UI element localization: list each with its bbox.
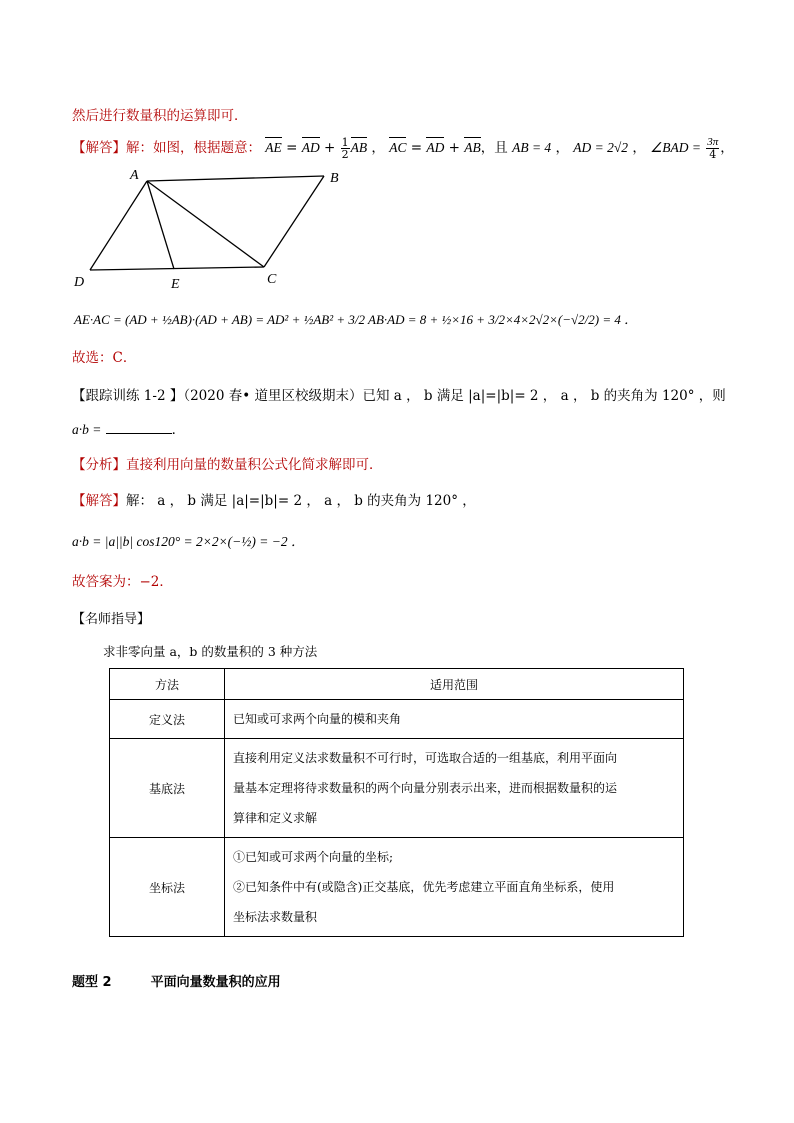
header-method: 方法 — [110, 669, 225, 700]
method-cell: 基底法 — [110, 739, 225, 838]
solution2-line — [72, 489, 476, 509]
scope-cell: 已知或可求两个向量的模和夹角 — [225, 700, 684, 739]
table-row — [110, 700, 684, 739]
methods-table — [109, 668, 684, 937]
solution2-answer: 故答案为：−2． — [72, 574, 173, 590]
solution2-calc: a·b = |a||b| cos120° = 2×2×(−½) = −2 ． — [72, 534, 305, 549]
tips-heading: 【名师指导】 — [72, 612, 151, 627]
diagonal-ac — [147, 181, 264, 267]
intro-line: 然后进行数量积的运算即可． — [72, 108, 248, 124]
label-e: E — [171, 277, 180, 292]
header-scope: 适用范围 — [225, 669, 684, 700]
practice-answer-line: a·b = ． — [72, 422, 186, 438]
practice-text: 已知 a ， b 满足 |a|=|b|= 2 ， a ， b 的夹角为 120° ，则 — [362, 388, 726, 404]
section-label: 题型 2 — [72, 975, 112, 990]
label-a: A — [130, 168, 139, 183]
solution2-tag: 【解答】 — [72, 493, 126, 509]
segment-ae — [147, 181, 174, 269]
table-row — [110, 838, 684, 937]
method-cell: 定义法 — [110, 700, 225, 739]
scope-cell: ①已知或可求两个向量的坐标; ②已知条件中有(或隐含)正交基底，优先考虑建立平面直角坐标系，使用 坐标法求数量积 — [225, 838, 684, 937]
parallelogram-figure — [70, 164, 360, 294]
analysis-text: 直接利用向量的数量积公式化简求解即可． — [126, 457, 383, 473]
edge-cd — [90, 267, 264, 270]
solution1-line: 【解答】解：如图，根据题意： AE = AD + $\frac{1}{2}$ AB ， AC = AD + AB，且 AB = 4 ， AD = 2√2 ， ∠BAD = $\frac{3\pi}{4}$ ， — [72, 136, 734, 161]
solution2-text: 解： a ， b 满足 |a|=|b|= 2 ， a ， b 的夹角为 120° ， — [126, 493, 476, 509]
practice-line — [72, 384, 726, 404]
method-cell: 坐标法 — [110, 838, 225, 937]
calc-line: AE·AC = (AD + ½AB)·(AD + AB) = AD² + ½AB² + 3/2 AB·AD = 8 + ½×16 + 3/2×4×2√2×(−√2/2) = 4 ． — [74, 312, 638, 327]
solution1-lead: 解：如图，根据题意： — [126, 140, 261, 156]
ab-length: AB = 4 — [512, 140, 552, 155]
edge-da — [90, 181, 147, 270]
scope-cell: 直接利用定义法求数量积不可行时，可选取合适的一组基底，利用平面向 量基本定理将待求数量积的两个向量分别表示出来，进而根据数量积的运 算律和定义求解 — [225, 739, 684, 838]
edge-ab — [147, 176, 324, 181]
vector-ac: AC — [389, 140, 407, 155]
fraction-3pi-4: $\frac{3\pi}{4}$ — [707, 136, 719, 161]
angle-bad: ∠BAD = — [650, 140, 701, 155]
fraction-half: $\frac{1}{2}$ — [341, 136, 349, 161]
section-heading — [72, 971, 281, 990]
edge-bc — [264, 176, 324, 267]
vector-ae: AE — [265, 140, 282, 155]
choice-line: 故选：C． — [72, 350, 137, 366]
tips-caption: 求非零向量 a，b 的数量积的 3 种方法 — [103, 644, 318, 659]
answer-blank — [106, 421, 172, 434]
practice-tag: 【跟踪训练 1-2 】 — [72, 388, 184, 404]
label-d: D — [74, 275, 85, 290]
ad-length: AD = 2√2 — [573, 140, 629, 155]
analysis-tag: 【分析】 — [72, 457, 126, 473]
label-c: C — [267, 272, 277, 287]
cond-text: ，且 — [480, 140, 508, 156]
analysis-line — [72, 453, 383, 473]
table-header-row — [110, 669, 684, 700]
solution1-tag: 【解答】 — [72, 140, 126, 156]
label-b: B — [330, 171, 339, 186]
section-title: 平面向量数量积的应用 — [150, 975, 281, 990]
table-row — [110, 739, 684, 838]
vector-ab: AB — [350, 140, 368, 155]
practice-source: （2020 春• 道里区校级期末） — [183, 388, 363, 404]
vector-ad: AD — [301, 140, 320, 155]
